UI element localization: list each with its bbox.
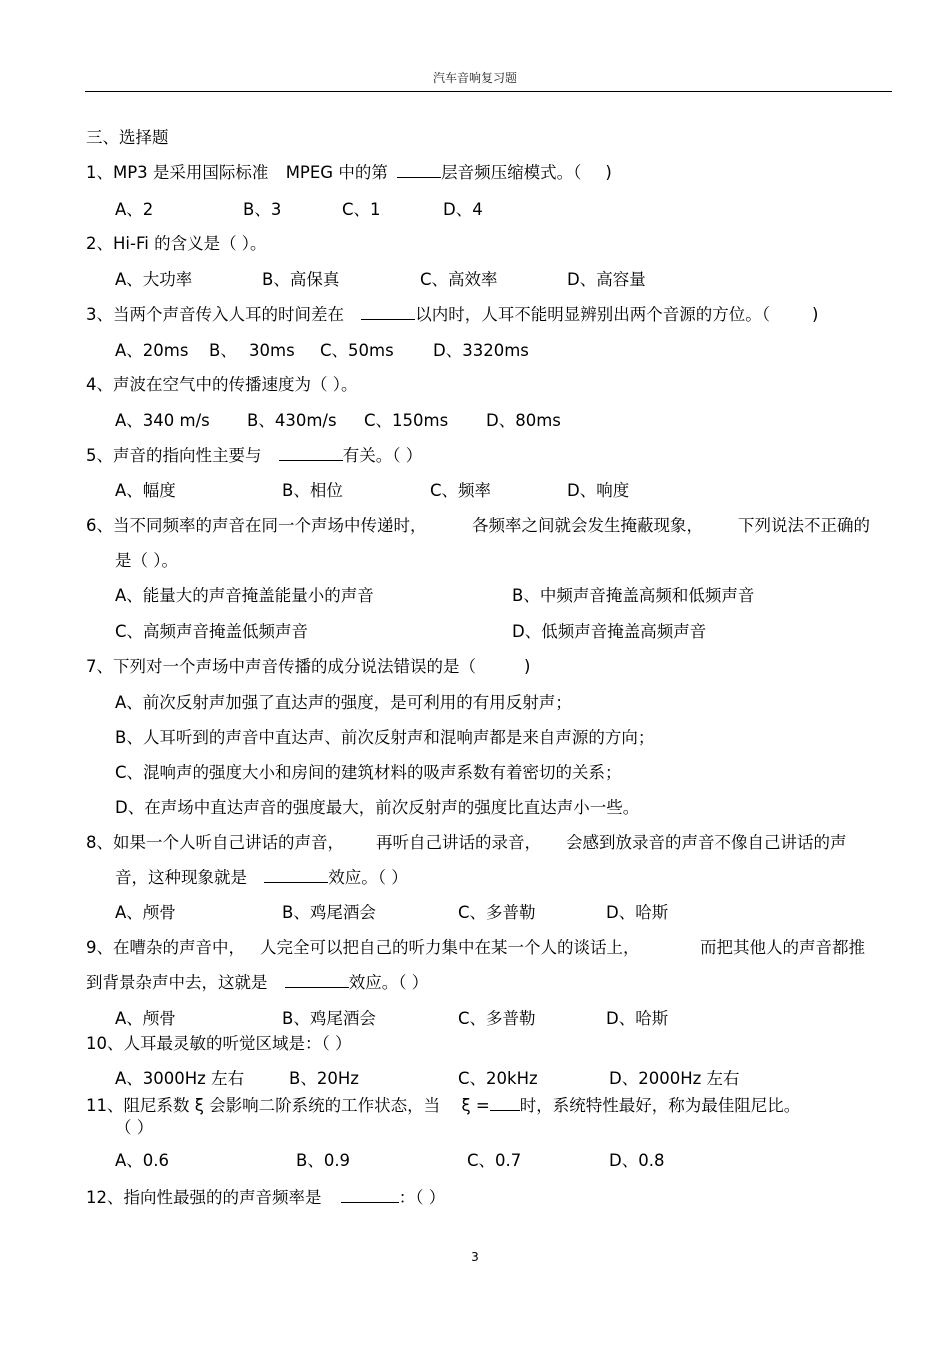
q3-option-c: C、50ms (320, 341, 394, 360)
q8-option-d: D、哈斯 (606, 903, 669, 922)
q11-option-b: B、0.9 (296, 1151, 351, 1170)
q6-option-b: B、中频声音掩盖高频和低频声音 (512, 586, 755, 605)
q3-text-a: 3、当两个声音传入人耳的时间差在 (86, 305, 344, 324)
question-8-line-2 (115, 867, 408, 889)
q6-option-c: C、高频声音掩盖低频声音 (115, 622, 309, 641)
q9-text-e: 效应。（ ） (348, 973, 429, 992)
q5-option-c: C、频率 (430, 481, 492, 500)
question-6-line-1 (86, 515, 427, 537)
q8-option-a: A、颅骨 (115, 903, 176, 922)
q2-option-d: D、高容量 (567, 270, 646, 289)
q8-text-d: 音，这种现象就是 (115, 868, 247, 887)
q9-option-a: A、颅骨 (115, 1009, 176, 1028)
q3-text-b: 以内时，人耳不能明显辨别出两个音源的方位。（ (415, 305, 770, 324)
q7-option-b: B、人耳听到的声音中直达声、前次反射声和混响声都是来自声源的方向； (115, 728, 655, 747)
q12-text-a: 12、指向性最强的的声音频率是 (86, 1188, 322, 1207)
q5-option-d: D、响度 (567, 481, 630, 500)
q11-text-a: 11、阻尼系数 ξ 会影响二阶系统的工作状态，当 (86, 1096, 441, 1115)
question-4: 4、声波在空气中的传播速度为（ ）。 (86, 375, 358, 394)
answer-blank (279, 445, 343, 461)
q2-option-a: A、大功率 (115, 270, 193, 289)
answer-blank (264, 867, 328, 883)
q5-text-a: 5、声音的指向性主要与 (86, 446, 262, 465)
q9-text-c: 而把其他人的声音都推 (700, 938, 865, 957)
q1-option-c: C、1 (342, 200, 381, 219)
question-11 (86, 1095, 800, 1117)
q10-option-c: C、20kHz (458, 1069, 538, 1088)
q9-text-a: 9、在嘈杂的声音中， (86, 938, 245, 957)
answer-blank (341, 1187, 399, 1203)
q1-close: ) (605, 163, 612, 182)
q3-option-b-value: 30ms (249, 341, 295, 360)
q4-option-d: D、80ms (486, 411, 561, 430)
q10-option-a: A、3000Hz 左右 (115, 1069, 245, 1088)
question-6-line-2: 是（ ）。 (115, 551, 178, 570)
question-3 (86, 304, 818, 326)
q9-text-b: 人完全可以把自己的听力集中在某一个人的谈话上， (260, 938, 640, 957)
q4-option-a: A、340 m/s (115, 411, 210, 430)
q10-option-d: D、2000Hz 左右 (609, 1069, 740, 1088)
q8-option-c: C、多普勒 (458, 903, 536, 922)
question-7 (86, 656, 530, 678)
answer-blank (361, 304, 415, 320)
q8-text-e: 效应。（ ） (328, 868, 408, 887)
q6-text-a: 6、当不同频率的声音在同一个声场中传递时， (86, 516, 427, 535)
q7-text: 7、下列对一个声场中声音传播的成分说法错误的是（ (86, 657, 476, 676)
q9-option-b: B、鸡尾酒会 (282, 1009, 376, 1028)
question-5 (86, 445, 422, 467)
question-9-line-2 (86, 972, 428, 994)
q1-option-d: D、4 (443, 200, 483, 219)
q5-text-b: 有关。（ ） (342, 446, 423, 465)
q9-option-c: C、多普勒 (458, 1009, 536, 1028)
question-12 (86, 1187, 445, 1209)
q1-option-b: B、3 (243, 200, 282, 219)
q9-option-d: D、哈斯 (606, 1009, 669, 1028)
q5-option-a: A、幅度 (115, 481, 176, 500)
q8-option-b: B、鸡尾酒会 (282, 903, 376, 922)
q6-option-d: D、低频声音掩盖高频声音 (512, 622, 707, 641)
q8-text-c: 会感到放录音的声音不像自己讲话的声 (566, 833, 847, 852)
answer-blank (490, 1095, 520, 1111)
q7-option-a: A、前次反射声加强了直达声的强度，是可利用的有用反射声； (115, 693, 572, 712)
q7-option-d: D、在声场中直达声音的强度最大，前次反射声的强度比直达声小一些。 (115, 798, 640, 817)
q1-text-a: 1、MP3 是采用国际标准 (86, 163, 269, 182)
q2-option-b: B、高保真 (262, 270, 340, 289)
q10-option-b: B、20Hz (289, 1069, 359, 1088)
q8-text-a: 8、如果一个人听自己讲话的声音， (86, 833, 344, 852)
q1-option-a: A、2 (115, 200, 154, 219)
question-10: 10、人耳最灵敏的听觉区域是：（ ） (86, 1034, 352, 1053)
q6-option-a: A、能量大的声音掩盖能量小的声音 (115, 586, 374, 605)
q8-text-b: 再听自己讲话的录音， (376, 833, 541, 852)
q4-option-c: C、150ms (364, 411, 449, 430)
q11-option-d: D、0.8 (609, 1151, 665, 1170)
page-number: 3 (471, 1250, 479, 1264)
q6-text-b: 各频率之间就会发生掩蔽现象， (472, 516, 703, 535)
question-2: 2、Hi-Fi 的含义是（ ）。 (86, 234, 267, 253)
page-header: 汽车音响复习题 (432, 71, 517, 85)
q1-text-b: MPEG 中的第 (285, 163, 388, 182)
answer-blank (397, 162, 441, 178)
q5-option-b: B、相位 (282, 481, 343, 500)
q2-option-c: C、高效率 (420, 270, 498, 289)
q7-option-c: C、混响声的强度大小和房间的建筑材料的吸声系数有着密切的关系； (115, 763, 622, 782)
q11-option-a: A、0.6 (115, 1151, 170, 1170)
q9-text-d: 到背景杂声中去，这就是 (86, 973, 268, 992)
q7-close: ) (524, 657, 531, 676)
answer-blank (285, 972, 349, 988)
section-title: 三、选择题 (86, 128, 169, 147)
q11-text-b: 时，系统特性最好，称为最佳阻尼比。 (519, 1096, 801, 1115)
q11-option-c: C、0.7 (467, 1151, 522, 1170)
q12-text-b: ：（ ） (398, 1188, 446, 1207)
question-1 (86, 162, 612, 184)
q3-close: ) (812, 305, 819, 324)
q3-option-a: A、20ms (115, 341, 189, 360)
question-11-line-2: （ ） (115, 1118, 154, 1137)
q6-text-c: 下列说法不正确的 (738, 516, 870, 535)
q1-text-c: 层音频压缩模式。（ (441, 163, 582, 182)
q11-xi: ξ = (461, 1096, 490, 1115)
header-rule (85, 91, 892, 92)
q4-option-b: B、430m/s (247, 411, 337, 430)
q3-option-b: B、 (209, 341, 237, 360)
q3-option-d: D、3320ms (433, 341, 529, 360)
